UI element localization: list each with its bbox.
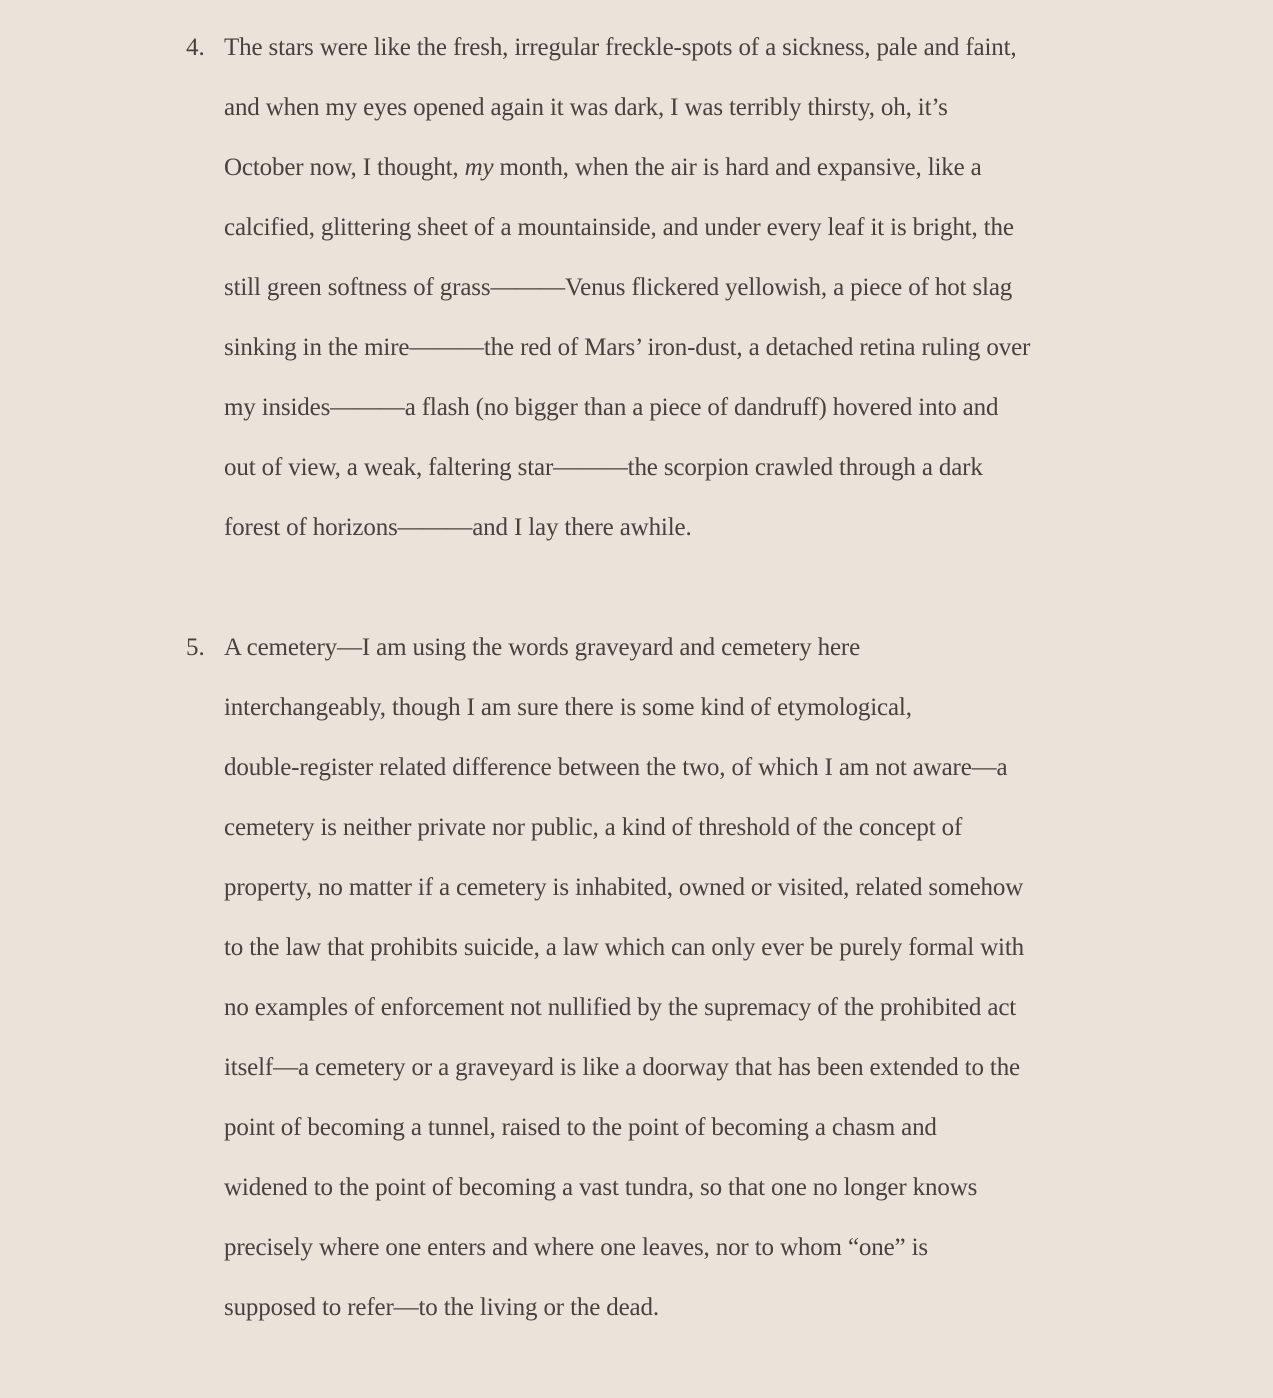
text-line: still green softness of grass———Venus flickered yellowish, a piece of hot slag — [224, 274, 1013, 301]
text-line: point of becoming a tunnel, raised to the point of becoming a chasm and — [224, 1114, 937, 1141]
text-line: no examples of enforcement not nullified by the supremacy of the prohibited act — [224, 994, 1017, 1021]
italic-emphasis: my — [464, 154, 494, 181]
text-line: cemetery is neither private nor public, a kind of threshold of the concept of — [224, 814, 963, 841]
text-line: forest of horizons———and I lay there awhile. — [224, 514, 692, 541]
text-line: interchangeably, though I am sure there is some kind of etymological, — [224, 694, 912, 721]
item-number: 5. — [186, 634, 205, 661]
list-item-4 — [186, 18, 1131, 558]
text-line: October now, I thought, my month, when the air is hard and expansive, like a — [224, 154, 982, 181]
text-line: precisely where one enters and where one leaves, nor to whom “one” is — [224, 1234, 928, 1261]
text-line: and when my eyes opened again it was dark, I was terribly thirsty, oh, it’s — [224, 94, 948, 121]
list-item-5 — [186, 618, 1131, 1338]
item-number: 4. — [186, 34, 205, 61]
text-line: A cemetery—I am using the words graveyard and cemetery here — [224, 634, 861, 661]
text-line: widened to the point of becoming a vast tundra, so that one no longer knows — [224, 1174, 978, 1201]
text-line: property, no matter if a cemetery is inhabited, owned or visited, related somehow — [224, 874, 1024, 901]
text-line: supposed to refer—to the living or the dead. — [224, 1294, 659, 1321]
text-line: out of view, a weak, faltering star———the scorpion crawled through a dark — [224, 454, 983, 481]
text-line: my insides———a flash (no bigger than a piece of dandruff) hovered into and — [224, 394, 999, 421]
text-line: sinking in the mire———the red of Mars’ iron-dust, a detached retina ruling over — [224, 334, 1031, 361]
numbered-list — [186, 18, 1131, 1398]
text-line: double-register related difference between the two, of which I am not aware—a — [224, 754, 1008, 781]
text-line: The stars were like the fresh, irregular freckle-spots of a sickness, pale and faint, — [224, 34, 1017, 61]
text-line: calcified, glittering sheet of a mountainside, and under every leaf it is bright, the — [224, 214, 1014, 241]
text-line: to the law that prohibits suicide, a law which can only ever be purely formal with — [224, 934, 1024, 961]
text-line: itself—a cemetery or a graveyard is like a doorway that has been extended to the — [224, 1054, 1021, 1081]
